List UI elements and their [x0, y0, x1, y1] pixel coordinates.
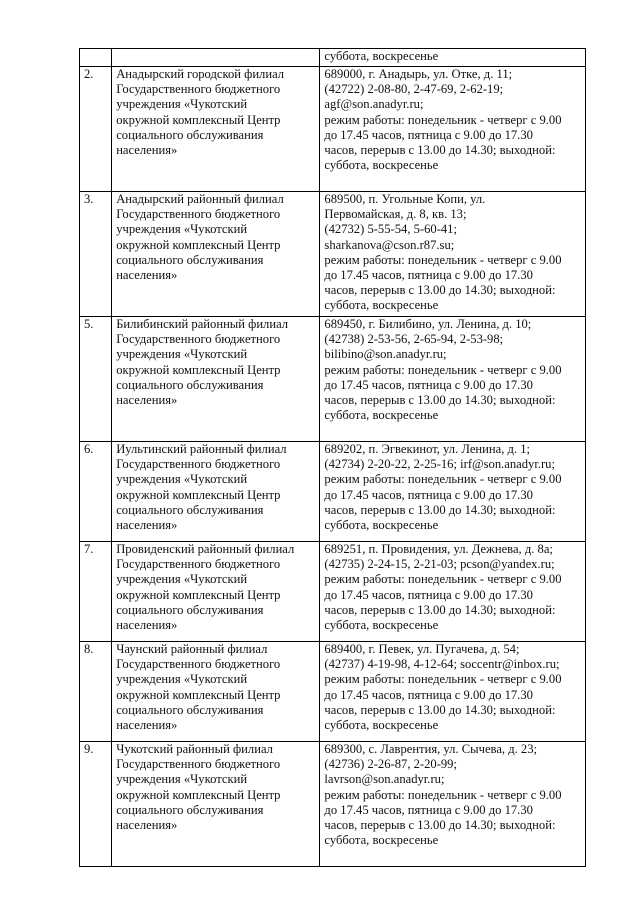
branch-name-line: Анадырский районный филиал — [116, 192, 284, 206]
branch-name-line: учреждения «Чукотский — [116, 572, 248, 587]
branch-name-line: социального обслуживания — [116, 702, 264, 717]
row-number-cell — [80, 67, 112, 192]
branch-contact-line: часов, перерыв с 13.00 до 14.30; выходной: — [324, 143, 556, 158]
row-number: 5. — [84, 317, 94, 331]
branch-contact-cell — [320, 317, 586, 442]
branch-contact-line: Первомайская, д. 8, кв. 13; — [324, 207, 467, 222]
row-number-cell — [80, 442, 112, 542]
branches-table — [79, 48, 586, 867]
branch-contact-line: часов, перерыв с 13.00 до 14.30; выходной: — [324, 818, 556, 833]
branch-name-line: Анадырский городской филиал — [116, 67, 285, 81]
branch-name-line: населения» — [116, 393, 178, 408]
branch-contact-line: (42735) 2-24-15, 2-21-03; pcson@yandex.ru; — [324, 557, 555, 572]
branch-contact-line: суббота, воскресенье — [324, 158, 439, 173]
branch-name-cell — [112, 67, 320, 192]
branch-name-line: социального обслуживания — [116, 602, 264, 617]
row-number-cell — [80, 742, 112, 867]
branch-contact-cell — [320, 442, 586, 542]
branch-name-line: учреждения «Чукотский — [116, 97, 248, 112]
branch-contact-line: до 17.45 часов, пятница с 9.00 до 17.30 — [324, 377, 533, 392]
branch-name-line: учреждения «Чукотский — [116, 472, 248, 487]
branch-contact-line: суббота, воскресенье — [324, 518, 439, 533]
branch-contact-cell — [320, 642, 586, 742]
branch-contact-line: суббота, воскресенье — [324, 833, 439, 848]
row-number: 9. — [84, 742, 94, 756]
branch-name-line: окружной комплексный Центр — [116, 487, 281, 502]
branch-contact-cell — [320, 67, 586, 192]
branch-contact-line: (42736) 2-26-87, 2-20-99; — [324, 757, 457, 772]
row-number: 6. — [84, 442, 94, 456]
branch-contact-line: суббота, воскресенье — [324, 408, 439, 423]
branch-contact-line: часов, перерыв с 13.00 до 14.30; выходной: — [324, 502, 556, 517]
table-row — [80, 742, 586, 867]
table-row — [80, 192, 586, 317]
branch-contact-cell — [320, 742, 586, 867]
branch-contact-cell — [320, 49, 586, 67]
table-row — [80, 442, 586, 542]
branch-name-line: социального обслуживания — [116, 502, 264, 517]
table-row — [80, 49, 586, 67]
branch-contact-line: до 17.45 часов, пятница с 9.00 до 17.30 — [324, 487, 533, 502]
branch-contact-line: режим работы: понедельник - четверг с 9.00 — [324, 362, 562, 377]
branch-name-line: учреждения «Чукотский — [116, 347, 248, 362]
branch-name-line: Государственного бюджетного — [116, 207, 281, 222]
branch-contact-line: 689450, г. Билибино, ул. Ленина, д. 10; — [324, 317, 532, 331]
branch-name-line: населения» — [116, 618, 178, 633]
branch-name-line: населения» — [116, 718, 178, 733]
branch-contact-line: 689251, п. Провидения, ул. Дежнева, д. 8а; — [324, 542, 553, 556]
branch-name-line: Государственного бюджетного — [116, 457, 281, 472]
branch-name-cell — [112, 317, 320, 442]
branch-contact-line: lavrson@son.anadyr.ru; — [324, 772, 445, 787]
branch-name-line: окружной комплексный Центр — [116, 237, 281, 252]
branch-name-line: учреждения «Чукотский — [116, 772, 248, 787]
branch-contact-line: часов, перерыв с 13.00 до 14.30; выходной: — [324, 702, 556, 717]
branch-name-line: Государственного бюджетного — [116, 757, 281, 772]
branch-contact-line: часов, перерыв с 13.00 до 14.30; выходной: — [324, 283, 556, 298]
branch-name-line: Государственного бюджетного — [116, 557, 281, 572]
branch-name-line: Государственного бюджетного — [116, 657, 281, 672]
row-number-cell — [80, 49, 112, 67]
branch-name-line: Билибинский районный филиал — [116, 317, 289, 331]
branch-name-line: окружной комплексный Центр — [116, 687, 281, 702]
branch-contact-line: 689500, п. Угольные Копи, ул. — [324, 192, 486, 206]
branch-name-line: населения» — [116, 268, 178, 283]
branch-contact-line: 689300, с. Лаврентия, ул. Сычева, д. 23; — [324, 742, 537, 756]
branch-name-line: Провиденский районный филиал — [116, 542, 295, 556]
branch-name-cell — [112, 642, 320, 742]
branch-contact-line: до 17.45 часов, пятница с 9.00 до 17.30 — [324, 802, 533, 817]
branch-name-line: учреждения «Чукотский — [116, 672, 248, 687]
row-number-cell — [80, 192, 112, 317]
branch-name-line: Государственного бюджетного — [116, 82, 281, 97]
branch-contact-line: agf@son.anadyr.ru; — [324, 97, 424, 112]
branch-contact-line: (42722) 2-08-80, 2-47-69, 2-62-19; — [324, 82, 504, 97]
branch-contact-line: до 17.45 часов, пятница с 9.00 до 17.30 — [324, 268, 533, 283]
branch-contact-line: до 17.45 часов, пятница с 9.00 до 17.30 — [324, 127, 533, 142]
branch-contact-line: sharkanova@cson.r87.su; — [324, 237, 455, 252]
branch-name-line: учреждения «Чукотский — [116, 222, 248, 237]
branch-contact-line: 689400, г. Певек, ул. Пугачева, д. 54; — [324, 642, 520, 656]
branch-contact-line: часов, перерыв с 13.00 до 14.30; выходной: — [324, 602, 556, 617]
branch-contact-line: 689000, г. Анадырь, ул. Отке, д. 11; — [324, 67, 513, 81]
branch-name-line: населения» — [116, 818, 178, 833]
branch-name-cell — [112, 542, 320, 642]
branch-name-line: Чаунский районный филиал — [116, 642, 268, 656]
branch-contact-line: режим работы: понедельник - четверг с 9.00 — [324, 252, 562, 267]
table-row — [80, 642, 586, 742]
branch-name-line: населения» — [116, 518, 178, 533]
branch-contact-line: режим работы: понедельник - четверг с 9.00 — [324, 787, 562, 802]
row-number-cell — [80, 642, 112, 742]
branch-contact-line: режим работы: понедельник - четверг с 9.00 — [324, 472, 562, 487]
row-number: 8. — [84, 642, 94, 656]
branch-name-line: населения» — [116, 143, 178, 158]
branch-contact-line: режим работы: понедельник - четверг с 9.00 — [324, 112, 562, 127]
branch-contact-line: суббота, воскресенье — [324, 298, 439, 313]
branch-name-line: социального обслуживания — [116, 127, 264, 142]
branch-contact-cell — [320, 542, 586, 642]
branch-contact-line: до 17.45 часов, пятница с 9.00 до 17.30 — [324, 587, 533, 602]
table-row — [80, 542, 586, 642]
branch-name-line: Государственного бюджетного — [116, 332, 281, 347]
branch-name-line: социального обслуживания — [116, 252, 264, 267]
branch-name-cell — [112, 192, 320, 317]
row-number: 2. — [84, 67, 94, 81]
branch-contact-line: режим работы: понедельник - четверг с 9.00 — [324, 572, 562, 587]
branch-name-cell — [112, 442, 320, 542]
branch-contact-line: режим работы: понедельник - четверг с 9.00 — [324, 672, 562, 687]
branch-name-line: окружной комплексный Центр — [116, 362, 281, 377]
branch-contact-line: суббота, воскресенье — [324, 618, 439, 633]
branch-contact-line: (42737) 4-19-98, 4-12-64; soccentr@inbox.ru; — [324, 657, 560, 672]
branch-contact-cell — [320, 192, 586, 317]
row-number: 7. — [84, 542, 94, 556]
branch-contact-line: до 17.45 часов, пятница с 9.00 до 17.30 — [324, 687, 533, 702]
branch-name-line: окружной комплексный Центр — [116, 787, 281, 802]
branch-contact-line: (42734) 2-20-22, 2-25-16; irf@son.anadyr.ru; — [324, 457, 555, 472]
row-number-cell — [80, 317, 112, 442]
branch-name-line: социального обслуживания — [116, 377, 264, 392]
branch-contact-line: bilibino@son.anadyr.ru; — [324, 347, 447, 362]
branch-contact-line: (42732) 5-55-54, 5-60-41; — [324, 222, 457, 237]
row-number-cell — [80, 542, 112, 642]
branch-name-line: окружной комплексный Центр — [116, 587, 281, 602]
branches-table-body — [80, 49, 586, 867]
branch-contact-line: (42738) 2-53-56, 2-65-94, 2-53-98; — [324, 332, 504, 347]
branch-name-line: окружной комплексный Центр — [116, 112, 281, 127]
branch-name-line: социального обслуживания — [116, 802, 264, 817]
branch-name-cell — [112, 742, 320, 867]
branch-name-line: Иультинский районный филиал — [116, 442, 287, 456]
row-number: 3. — [84, 192, 94, 206]
branch-contact-line: суббота, воскресенье — [324, 49, 439, 63]
branch-name-cell — [112, 49, 320, 67]
branch-contact-line: часов, перерыв с 13.00 до 14.30; выходной: — [324, 393, 556, 408]
table-row — [80, 317, 586, 442]
branch-contact-line: 689202, п. Эгвекинот, ул. Ленина, д. 1; — [324, 442, 531, 456]
branch-contact-line: суббота, воскресенье — [324, 718, 439, 733]
branch-name-line: Чукотский районный филиал — [116, 742, 273, 756]
table-row — [80, 67, 586, 192]
